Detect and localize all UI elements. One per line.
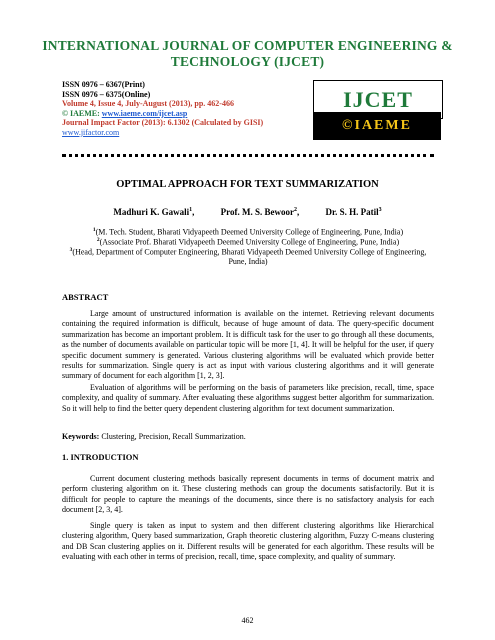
affiliation: $^2$(Associate Prof. Bharati Vidyapeeth Deemed University College of Engineering, Pune, India) — [96, 237, 400, 247]
volume-info: Volume 4, Issue 4, July-August (2013), pp. 462-466 — [62, 99, 234, 109]
jifactor-link[interactable]: www.jifactor.com — [62, 127, 120, 137]
issn-print: ISSN 0976 – 6367(Print) — [62, 80, 145, 89]
affiliation: $^1$(M. Tech. Student, Bharati Vidyapeeth Deemed University College of Engineering, Pune, India) — [92, 227, 404, 237]
affiliation: $^3$(Head, Department of Computer Engineering, Bharati Vidyapeeth Deemed University College of Engineering, Pune, India) — [69, 247, 427, 267]
impact-factor: Journal Impact Factor (2013): 6.1302 (Calculated by GISI) — [62, 118, 264, 128]
iaeme-logo-text: ©IAEME — [342, 118, 412, 133]
abstract-heading: ABSTRACT — [62, 292, 109, 302]
iaeme-logo — [313, 112, 441, 140]
author: Dr. S. H. Patil$^3$ — [325, 207, 382, 217]
authors — [40, 207, 455, 217]
paper-title: OPTIMAL APPROACH FOR TEXT SUMMARIZATION — [116, 179, 379, 190]
journal-title: INTERNATIONAL JOURNAL OF COMPUTER ENGINEERING & TECHNOLOGY (IJCET) — [42, 38, 453, 69]
abstract-paragraph: Large amount of unstructured information is available on the internet. Retrieving relevant documents containing the required information is difficult, because of huge amount of data. The query-specific document summarization has become an important problem. It is difficult task for the user to go through all these documents, as the number of documents available on particular topic will be more [1, 4]. It will be helpful for the user, if query specific document summery is generated. Various clustering algorithms will be evaluated which provide better results for summarization. Single query is act as input with various clustering algorithms and it will generate summary of document for each algorithm [1, 2, 3]. — [62, 309, 434, 381]
journal-meta — [62, 80, 312, 138]
intro-heading: 1. INTRODUCTION — [62, 452, 139, 462]
iaeme-line — [62, 109, 312, 119]
author: Madhuri K. Gawali$^1$, — [113, 207, 195, 217]
keywords — [62, 432, 434, 441]
issn-online: ISSN 0976 – 6375(Online) — [62, 89, 151, 99]
dotted-divider — [62, 154, 434, 157]
abstract-paragraph: Evaluation of algorithms will be performing on the basis of parameters like precision, recall, time, space complexity, and quality of summary. After evaluating these algorithms suggest better algorithm for summarization. So it will help to find the better query dependent clustering algorithm for text document summarization. — [62, 383, 434, 413]
iaeme-prefix: © IAEME: — [62, 108, 102, 118]
intro-paragraph: Current document clustering methods basically represent documents in terms of document matrix and perform clustering algorithm on it. These clustering methods can group the documents satisfactorily. But it is difficult for people to capture the meanings of the documents, since there is no satisfactory analysis for each document [2, 3, 4]. — [62, 474, 434, 515]
keywords-text: Clustering, Precision, Recall Summarization. — [99, 432, 246, 441]
iaeme-link[interactable]: www.iaeme.com/ijcet.asp — [101, 108, 188, 118]
intro-paragraph: Single query is taken as input to system and then different clustering algorithms like Hierarchical clustering algorithm, Query based summarization, Graph theoretic clustering algorithm, Fuzzy C-means clustering and DB Scan clustering applies on it. Different results will be generated for each algorithm. These results will be evaluating with each other in terms of precision, recall, time, space complexity, and quality of summary. — [62, 521, 434, 562]
page-number: 462 — [241, 616, 254, 625]
keywords-label: Keywords: — [62, 432, 100, 441]
author: Prof. M. S. Bewoor$^2$, — [220, 207, 300, 217]
ijcet-logo-text: IJCET — [343, 86, 413, 112]
